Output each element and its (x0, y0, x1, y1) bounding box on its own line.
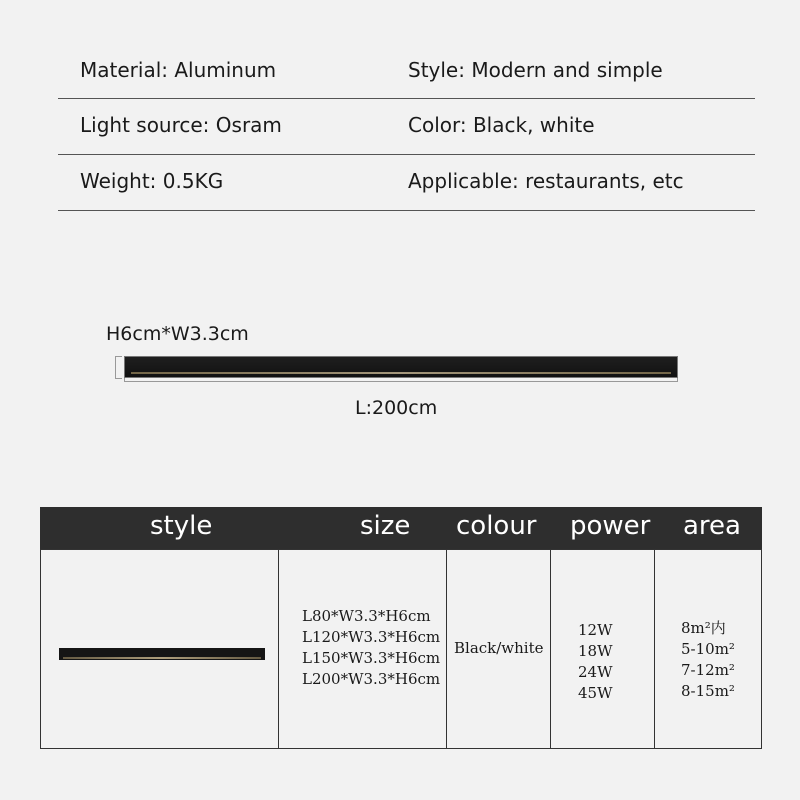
power-item: 24W (578, 663, 613, 681)
power-item: 12W (578, 621, 613, 639)
size-list (302, 606, 440, 690)
table-header (40, 507, 762, 549)
spec-weight: Weight: 0.5KG (80, 169, 224, 193)
spec-style: Style: Modern and simple (408, 58, 663, 82)
area-item: 7-12m² (681, 661, 735, 679)
power-list (578, 620, 613, 704)
header-style: style (150, 511, 213, 541)
power-item: 45W (578, 684, 613, 702)
column-divider (278, 550, 279, 748)
lamp-thumbnail-image (59, 648, 265, 660)
length-dimension-line (124, 378, 678, 382)
spec-row (58, 44, 755, 99)
area-item: 5-10m² (681, 640, 735, 658)
spec-row (58, 99, 755, 155)
area-item: 8-15m² (681, 682, 735, 700)
spec-row (58, 155, 755, 211)
header-area: area (683, 511, 741, 541)
spec-list (58, 44, 755, 211)
lamp-bar-image (124, 356, 678, 378)
header-size: size (360, 511, 411, 541)
spec-table (40, 507, 762, 749)
area-item: 8m²内 (681, 619, 726, 637)
column-divider (550, 550, 551, 748)
column-divider (654, 550, 655, 748)
spec-material: Material: Aluminum (80, 58, 277, 82)
area-list (681, 618, 735, 702)
dimension-bracket (115, 356, 122, 379)
size-item: L120*W3.3*H6cm (302, 628, 441, 646)
spec-applicable: Applicable: restaurants, etc (408, 169, 684, 193)
table-row (40, 549, 762, 749)
size-item: L80*W3.3*H6cm (302, 607, 431, 625)
header-power: power (570, 511, 651, 541)
header-colour: colour (456, 511, 537, 541)
column-divider (446, 550, 447, 748)
power-item: 18W (578, 642, 613, 660)
dimension-height-width: H6cm*W3.3cm (106, 323, 249, 345)
dimension-length: L:200cm (355, 397, 438, 419)
spec-color: Color: Black, white (408, 113, 595, 137)
spec-light-source: Light source: Osram (80, 113, 282, 137)
size-item: L200*W3.3*H6cm (302, 670, 441, 688)
colour-value: Black/white (454, 639, 544, 657)
size-item: L150*W3.3*H6cm (302, 649, 441, 667)
